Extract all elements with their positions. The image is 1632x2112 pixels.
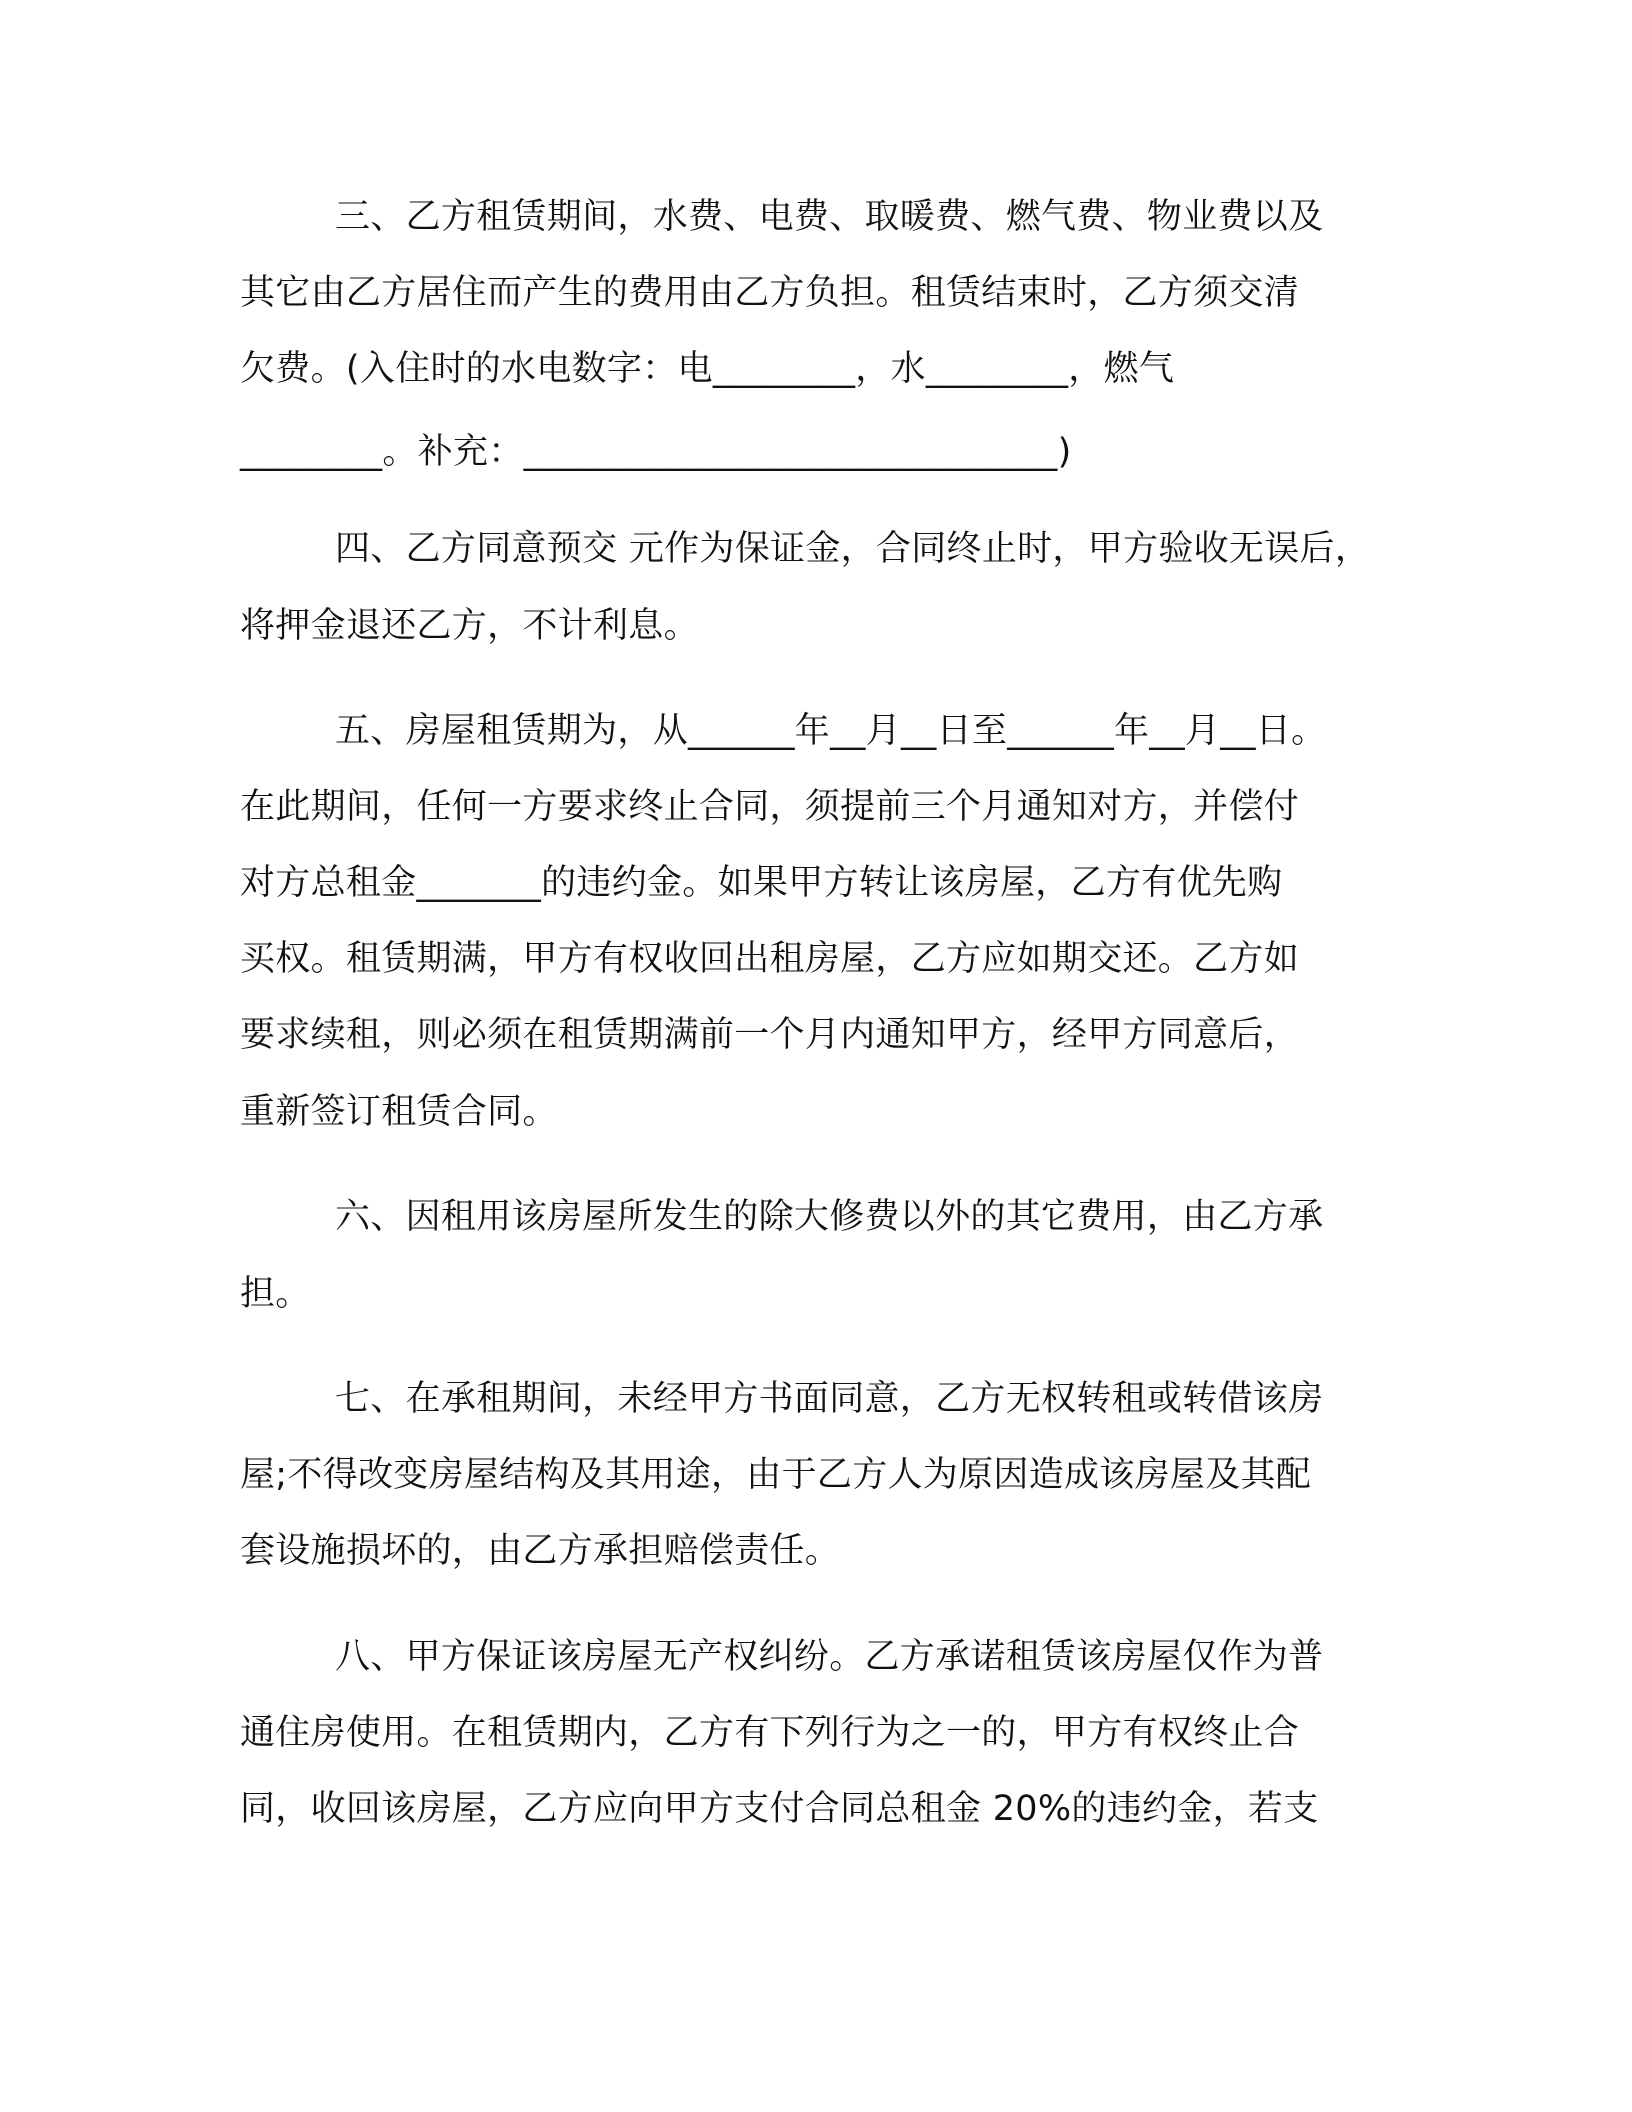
clause-3-line-2: 其它由乙方居住而产生的费用由乙方负担。租赁结束时，乙方须交清	[240, 273, 1300, 313]
clause-5-line-6: 重新签订租赁合同。	[240, 1092, 558, 1132]
clause-3-line-4: ________。补充：______________________________)	[240, 432, 1072, 472]
clause-3-line-3: 欠费。(入住时的水电数字：电________，水________，燃气	[240, 349, 1175, 389]
clause-8-line-3: 同，收回该房屋，乙方应向甲方支付合同总租金 20%的违约金，若支	[240, 1789, 1319, 1829]
clause-7-line-3: 套设施损坏的，由乙方承担赔偿责任。	[240, 1531, 841, 1571]
clause-8-line-2: 通住房使用。在租赁期内，乙方有下列行为之一的，甲方有权终止合	[240, 1713, 1300, 1753]
clause-5-line-2: 在此期间，任何一方要求终止合同，须提前三个月通知对方，并偿付	[240, 787, 1300, 827]
clause-4-line-2: 将押金退还乙方，不计利息。	[240, 606, 699, 646]
clause-3-line-1: 三、乙方租赁期间，水费、电费、取暖费、燃气费、物业费以及	[335, 197, 1324, 237]
clause-6-line-1: 六、因租用该房屋所发生的除大修费以外的其它费用，由乙方承	[335, 1197, 1324, 1237]
clause-8-line-1: 八、甲方保证该房屋无产权纠纷。乙方承诺租赁该房屋仅作为普	[335, 1637, 1324, 1677]
clause-5-line-5: 要求续租，则必须在租赁期满前一个月内通知甲方，经甲方同意后，	[240, 1015, 1300, 1055]
clause-6-line-2: 担。	[240, 1274, 311, 1314]
clause-5-line-3: 对方总租金_______的违约金。如果甲方转让该房屋，乙方有优先购	[240, 863, 1283, 903]
clause-7-line-1: 七、在承租期间，未经甲方书面同意，乙方无权转租或转借该房	[335, 1379, 1324, 1419]
clause-4-line-1: 四、乙方同意预交 元作为保证金，合同终止时，甲方验收无误后，	[335, 529, 1371, 569]
clause-5-line-1: 五、房屋租赁期为，从______年__月__日至______年__月__日。	[335, 711, 1327, 751]
clause-7-line-2: 屋;不得改变房屋结构及其用途，由于乙方人为原因造成该房屋及其配	[240, 1455, 1312, 1495]
clause-5-line-4: 买权。租赁期满，甲方有权收回出租房屋，乙方应如期交还。乙方如	[240, 939, 1300, 979]
